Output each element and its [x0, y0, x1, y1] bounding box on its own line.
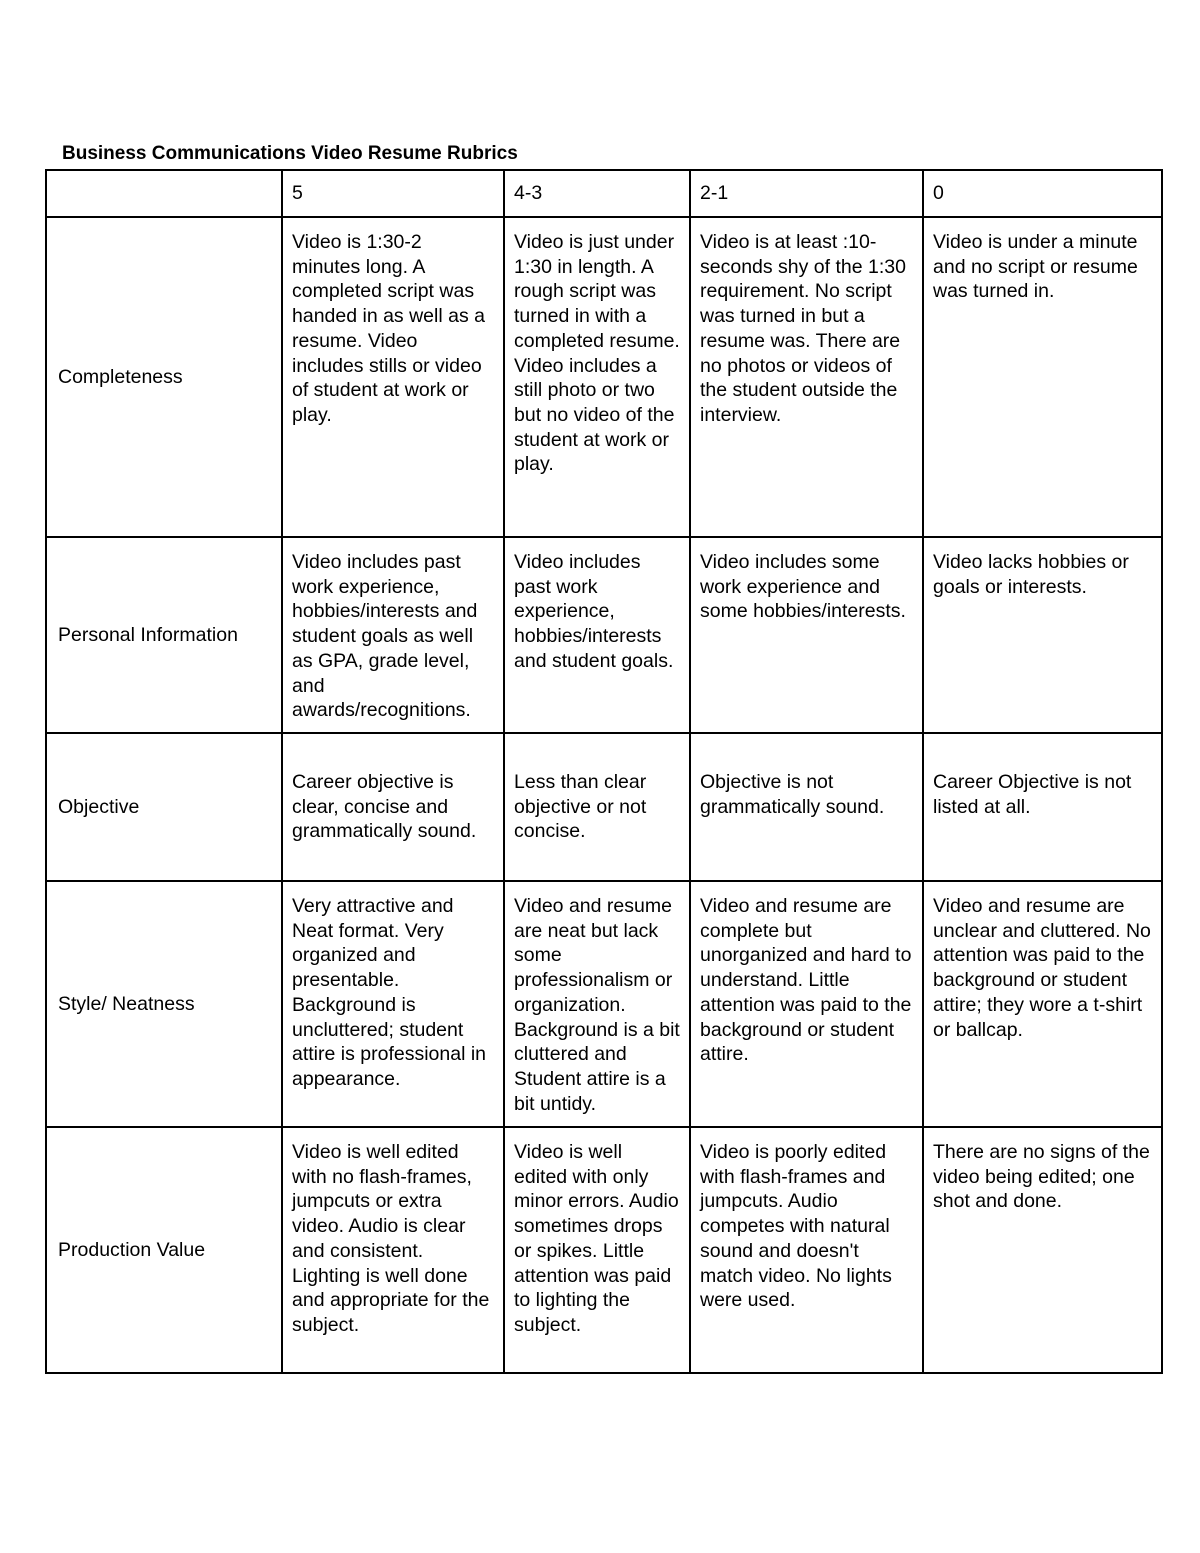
document-title: Business Communications Video Resume Rubrics	[62, 143, 518, 164]
rubric-cell: Video includes past work experience, hobbies/interests and student goals.	[504, 537, 690, 733]
criterion-label: Objective	[46, 733, 282, 881]
row-style-neatness	[46, 881, 1162, 1127]
rubric-cell: Objective is not grammatically sound.	[690, 733, 923, 881]
score-header-5: 5	[282, 170, 504, 217]
criterion-label: Style/ Neatness	[46, 881, 282, 1127]
corner-cell	[46, 170, 282, 217]
rubric-cell: Very attractive and Neat format. Very organized and presentable. Background is uncluttered; student attire is professional in appearance.	[282, 881, 504, 1127]
rubric-cell: Video and resume are neat but lack some professionalism or organization. Background is a bit cluttered and Student attire is a bit untidy.	[504, 881, 690, 1127]
rubric-cell: Video is poorly edited with flash-frames and jumpcuts. Audio competes with natural sound and doesn't match video. No lights were used.	[690, 1127, 923, 1373]
row-production-value	[46, 1127, 1162, 1373]
rubric-cell: Less than clear objective or not concise.	[504, 733, 690, 881]
header-row	[46, 170, 1162, 217]
rubric-cell: Video is 1:30-2 minutes long. A completed script was handed in as well as a resume. Video includes stills or video of student at work or play.	[282, 217, 504, 537]
rubric-cell: Video is under a minute and no script or resume was turned in.	[923, 217, 1162, 537]
rubric-cell: Video includes some work experience and some hobbies/interests.	[690, 537, 923, 733]
rubric-cell: There are no signs of the video being edited; one shot and done.	[923, 1127, 1162, 1373]
rubric-cell: Video includes past work experience, hobbies/interests and student goals as well as GPA, grade level, and awards/recognitions.	[282, 537, 504, 733]
row-objective	[46, 733, 1162, 881]
rubric-cell: Video lacks hobbies or goals or interests.	[923, 537, 1162, 733]
score-header-0: 0	[923, 170, 1162, 217]
rubric-cell: Career objective is clear, concise and grammatically sound.	[282, 733, 504, 881]
rubric-cell: Video and resume are unclear and cluttered. No attention was paid to the background or student attire; they wore a t-shirt or ballcap.	[923, 881, 1162, 1127]
rubric-cell: Video is well edited with only minor errors. Audio sometimes drops or spikes. Little attention was paid to lighting the subject.	[504, 1127, 690, 1373]
row-completeness	[46, 217, 1162, 537]
score-header-2-1: 2-1	[690, 170, 923, 217]
rubric-cell: Video is at least :10-seconds shy of the 1:30 requirement. No script was turned in but a resume was. There are no photos or videos of the student outside the interview.	[690, 217, 923, 537]
rubric-table	[45, 169, 1163, 1374]
criterion-label: Personal Information	[46, 537, 282, 733]
criterion-label: Production Value	[46, 1127, 282, 1373]
row-personal-information	[46, 537, 1162, 733]
score-header-4-3: 4-3	[504, 170, 690, 217]
rubric-cell: Video and resume are complete but unorganized and hard to understand. Little attention was paid to the background or student attire.	[690, 881, 923, 1127]
rubric-cell: Video is well edited with no flash-frames, jumpcuts or extra video. Audio is clear and consistent. Lighting is well done and appropriate for the subject.	[282, 1127, 504, 1373]
criterion-label: Completeness	[46, 217, 282, 537]
rubric-cell: Video is just under 1:30 in length. A rough script was turned in with a completed resume. Video includes a still photo or two but no video of the student at work or play.	[504, 217, 690, 537]
rubric-cell: Career Objective is not listed at all.	[923, 733, 1162, 881]
